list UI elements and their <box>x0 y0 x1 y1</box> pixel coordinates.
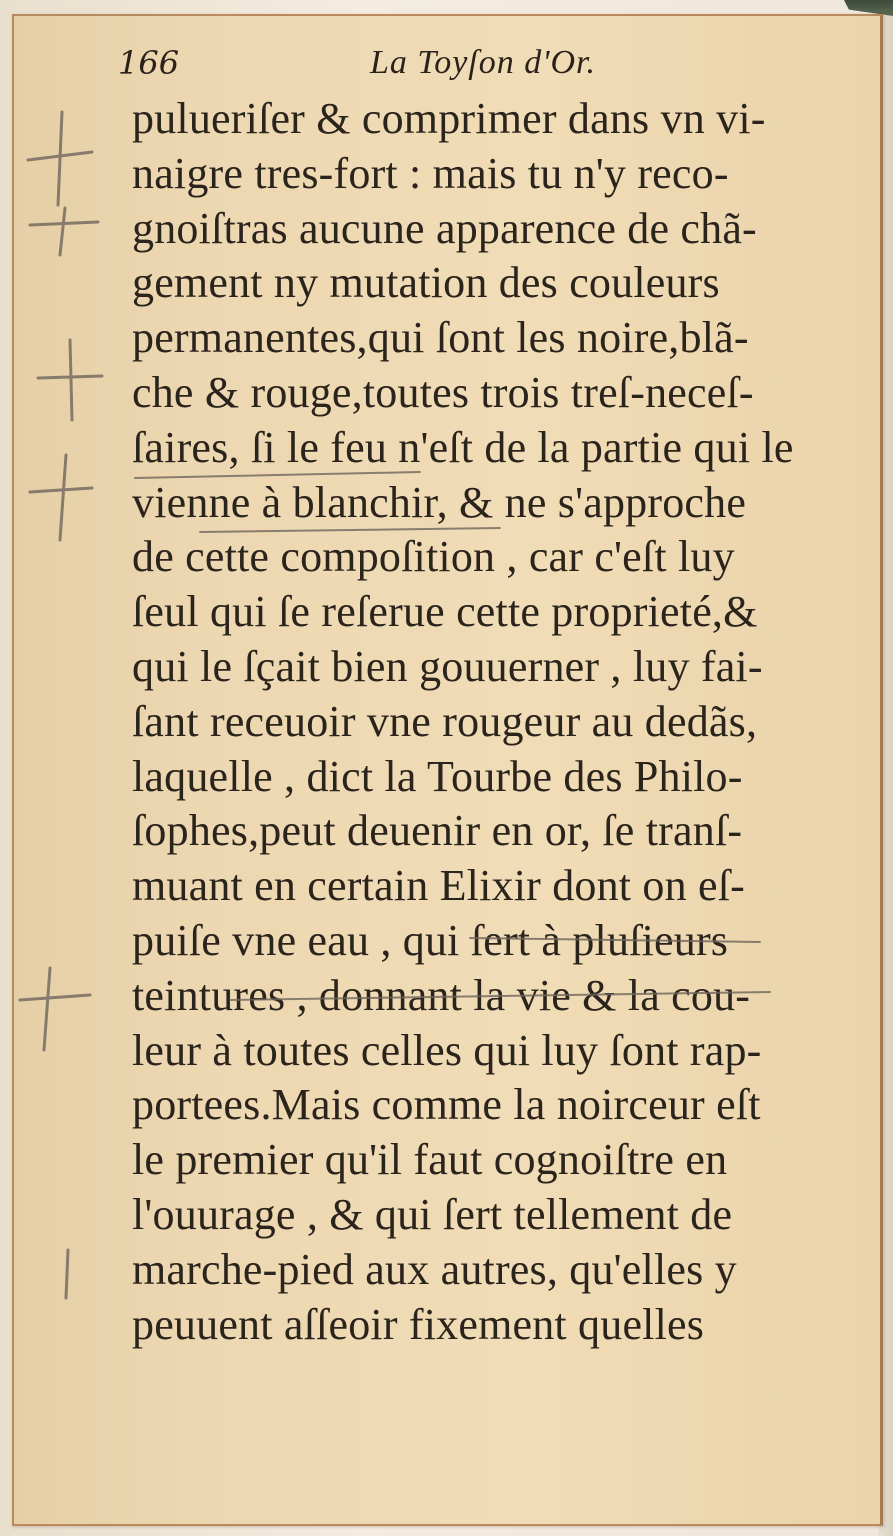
text-line: peuuent aſſeoir fixement quelles <box>132 1299 705 1349</box>
text-line: ſaires, ſi le feu n'eſt de la partie qui le <box>132 422 794 472</box>
running-head: La Toyſon d'Or. <box>370 44 597 81</box>
text-line: muant en certain Elixir dont on eſ- <box>132 861 746 911</box>
text-line: che & rouge,toutes trois treſ-neceſ- <box>132 367 754 417</box>
text-line: permanentes,qui ſont les noire,blã- <box>132 313 749 363</box>
text-line: le premier qu'il faut cognoiſtre en <box>132 1135 728 1185</box>
text-line: qui le ſçait bien gouuerner , luy fai- <box>132 641 763 691</box>
text-line: ſeul qui ſe reſerue cette proprieté,& <box>132 587 758 637</box>
text-line: laquelle , dict la Tourbe des Philo- <box>132 751 743 801</box>
page-header <box>118 44 678 90</box>
page-number: 166 <box>118 44 180 82</box>
text-line: gement ny mutation des couleurs <box>132 258 720 308</box>
text-line: teintures , donnant la vie & la cou- <box>132 970 751 1020</box>
body-text <box>132 92 832 1352</box>
text-line: ſophes,peut deuenir en or, ſe tranſ- <box>132 806 743 856</box>
text-line: de cette compoſition , car c'eſt luy <box>132 532 735 582</box>
text-line: pulueriſer & comprimer dans vn vi- <box>132 94 766 143</box>
text-line: puiſe vne eau , qui ſert à pluſieurs <box>132 915 729 965</box>
text-line: marche-pied aux autres, qu'elles y <box>132 1244 737 1294</box>
text-line: gnoiſtras aucune apparence de chã- <box>132 203 757 253</box>
text-line: leur à toutes celles qui luy ſont rap- <box>132 1025 762 1075</box>
text-line: portees.Mais comme la noirceur eſt <box>132 1080 761 1130</box>
text-line: naigre tres-fort : mais tu n'y reco- <box>132 148 729 198</box>
text-line: ſant receuoir vne rougeur au dedãs, <box>132 696 758 746</box>
text-line: vienne à blanchir, & ne s'approche <box>132 477 747 527</box>
text-line: l'ouurage , & qui ſert tellement de <box>132 1189 733 1239</box>
